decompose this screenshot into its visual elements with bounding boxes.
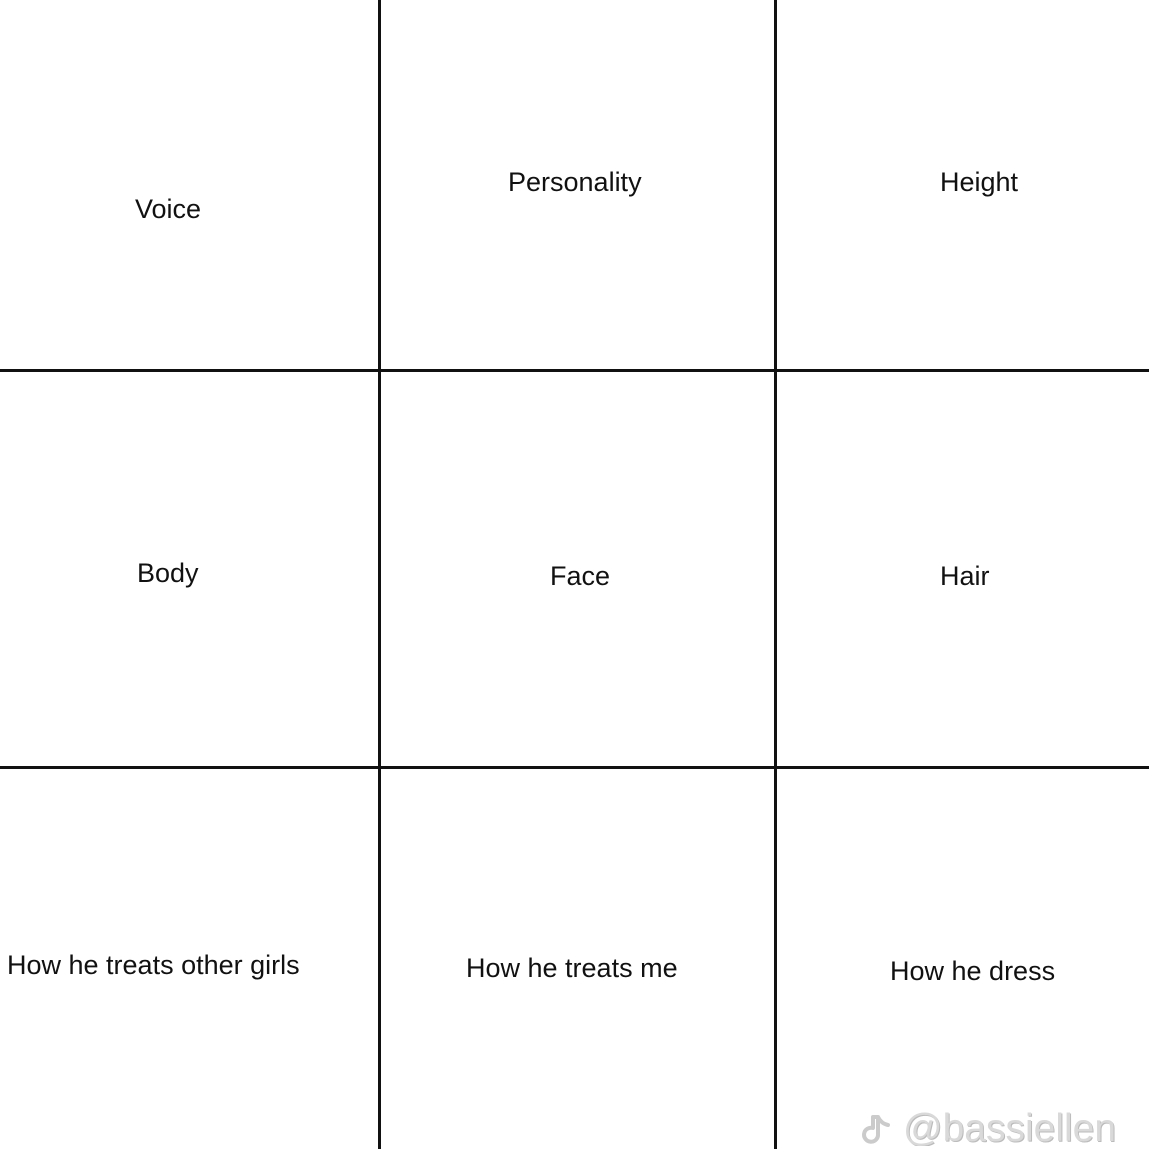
height-label: Height bbox=[940, 167, 1019, 197]
how-he-treats-other-girls-label: How he treats other girls bbox=[7, 950, 300, 980]
music-note-logo-icon bbox=[862, 1115, 900, 1145]
hair-label: Hair bbox=[940, 561, 990, 591]
watermark-handle: @bassiellen bbox=[903, 1110, 1117, 1146]
how-he-treats-me-label: How he treats me bbox=[466, 953, 678, 983]
grid-vertical-divider-right bbox=[774, 0, 777, 1149]
personality-label: Personality bbox=[508, 167, 642, 197]
voice-label: Voice bbox=[135, 194, 202, 224]
grid-vertical-divider-left bbox=[378, 0, 381, 1149]
face-label: Face bbox=[550, 561, 611, 591]
body-label: Body bbox=[137, 558, 199, 588]
how-he-dress-label: How he dress bbox=[890, 956, 1056, 986]
grid-horizontal-divider-bottom bbox=[0, 766, 1149, 769]
watermark bbox=[862, 1110, 1144, 1146]
grid-horizontal-divider-top bbox=[0, 369, 1149, 372]
